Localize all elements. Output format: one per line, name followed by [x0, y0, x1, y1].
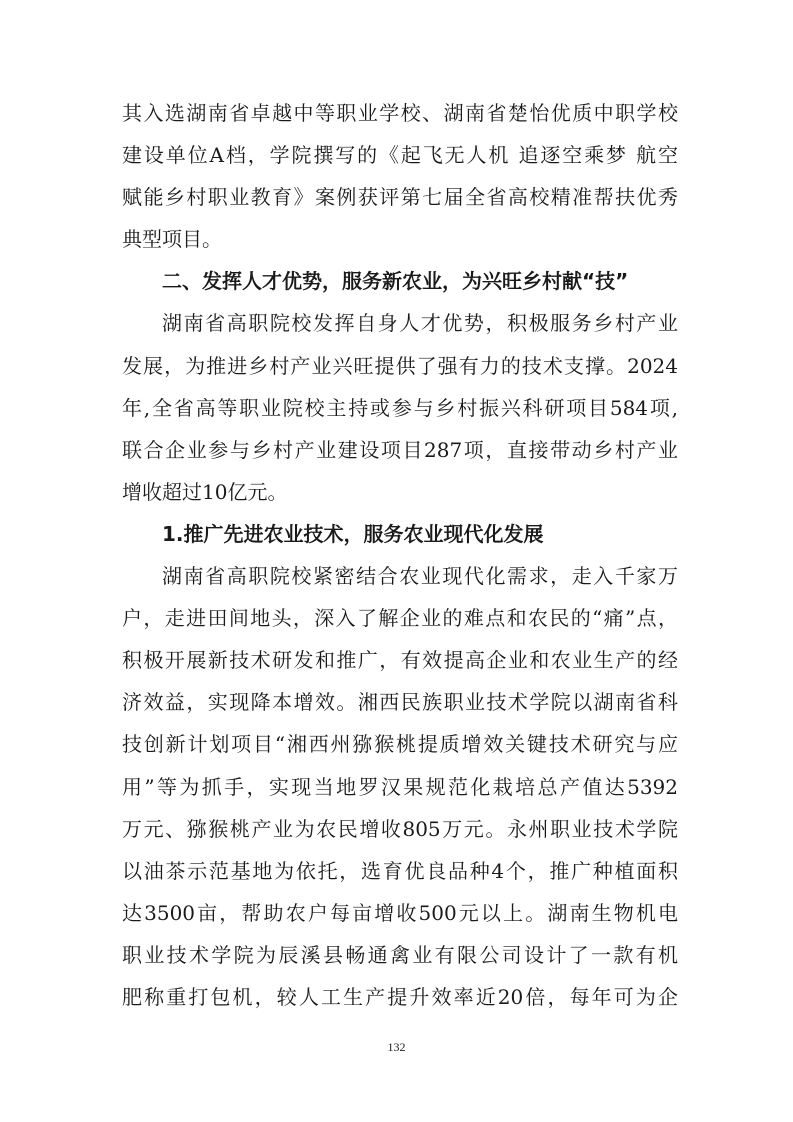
text-line: 万元、猕猴桃产业为农民增收805万元。永州职业技术学院 — [122, 816, 678, 841]
text-line: 达3500亩，帮助农户每亩增收500元以上。湖南生物机电 — [122, 900, 678, 925]
text-line: 年,全省高等职业院校主持或参与乡村振兴科研项目584项, — [122, 395, 678, 420]
text-line: 技创新计划项目“湘西州猕猴桃提质增效关键技术研究与应 — [122, 732, 678, 757]
text-line: 用”等为抓手，实现当地罗汉果规范化栽培总产值达5392 — [122, 774, 678, 799]
text-line: 联合企业参与乡村产业建设项目287项，直接带动乡村产业 — [122, 437, 678, 462]
subsection-heading: 1.推广先进农业技术，服务农业现代化发展 — [162, 521, 544, 546]
text-line: 以油茶示范基地为依托，选育优良品种4个，推广种植面积 — [122, 858, 678, 883]
text-line: 湖南省高职院校紧密结合农业现代化需求，走入千家万 — [162, 564, 678, 589]
section-heading: 二、发挥人才优势，服务新农业，为兴旺乡村献“技” — [162, 269, 629, 294]
text-line: 户，走进田间地头，深入了解企业的难点和农民的“痛”点， — [122, 606, 678, 631]
text-line: 积极开展新技术研发和推广，有效提高企业和农业生产的经 — [122, 648, 678, 673]
text-line: 典型项目。 — [122, 227, 222, 252]
page-number: 132 — [387, 1040, 406, 1054]
text-line: 赋能乡村职业教育》案例获评第七届全省高校精准帮扶优秀 — [122, 185, 678, 210]
text-line: 肥称重打包机，较人工生产提升效率近20倍，每年可为企 — [122, 984, 678, 1009]
text-line: 建设单位A档，学院撰写的《起飞无人机 追逐空乘梦 航空 — [122, 143, 678, 168]
text-line: 湖南省高职院校发挥自身人才优势，积极服务乡村产业 — [162, 311, 678, 336]
text-line: 增收超过10亿元。 — [122, 479, 288, 504]
text-line: 职业技术学院为辰溪县畅通禽业有限公司设计了一款有机 — [122, 942, 678, 967]
body-text — [122, 92, 678, 1018]
text-line: 其入选湖南省卓越中等职业学校、湖南省楚怡优质中职学校 — [122, 101, 678, 125]
text-line: 济效益，实现降本增效。湘西民族职业技术学院以湖南省科 — [122, 690, 678, 715]
text-line: 发展，为推进乡村产业兴旺提供了强有力的技术支撑。2024 — [122, 353, 678, 378]
